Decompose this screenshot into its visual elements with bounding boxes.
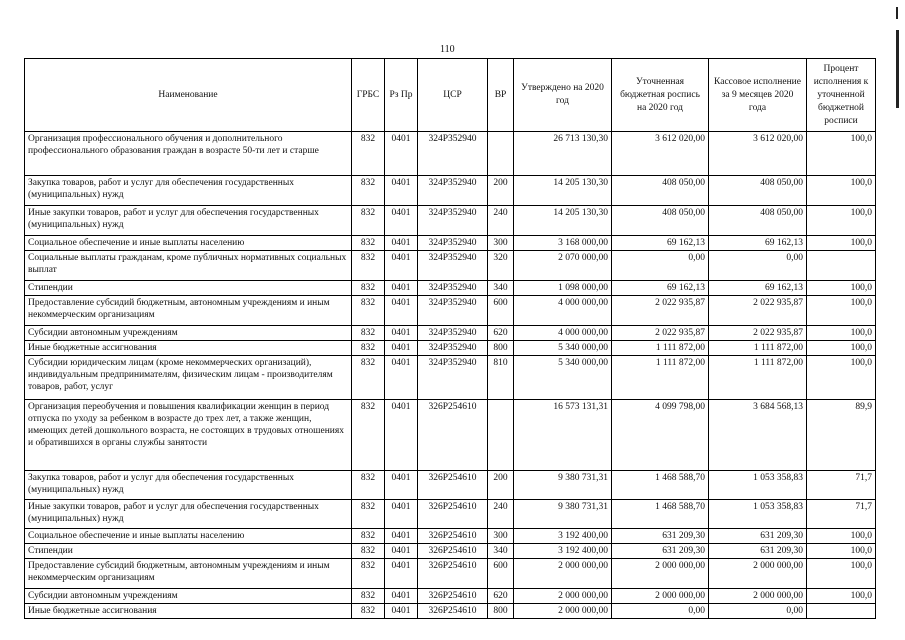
table-row: [25, 544, 876, 559]
cell-rzpr: 0401: [385, 251, 418, 281]
cell-name: Закупка товаров, работ и услуг для обеспечения государственных (муниципальных) нужд: [25, 176, 352, 206]
cell-cash: 3 684 568,13: [709, 400, 807, 471]
cell-grbs: 832: [352, 326, 385, 341]
cell-csr: 326P254610: [418, 589, 488, 604]
cell-percent: 100,0: [807, 589, 876, 604]
cell-refined: 69 162,13: [612, 281, 709, 296]
cell-refined: 408 050,00: [612, 206, 709, 236]
cell-csr: 324P352940: [418, 296, 488, 326]
col-header-grbs: ГРБС: [352, 59, 385, 132]
cell-approved: 2 070 000,00: [514, 251, 612, 281]
cell-name: Предоставление субсидий бюджетным, автономным учреждениям и иным некоммерческим организациям: [25, 559, 352, 589]
cell-percent: [807, 251, 876, 281]
cell-name: Социальные выплаты гражданам, кроме публичных нормативных социальных выплат: [25, 251, 352, 281]
cell-csr: 324P352940: [418, 341, 488, 356]
cell-rzpr: 0401: [385, 559, 418, 589]
cell-vr: 600: [488, 559, 514, 589]
cell-csr: 326P254610: [418, 400, 488, 471]
cell-rzpr: 0401: [385, 604, 418, 619]
cell-name: Субсидии юридическим лицам (кроме некоммерческих организаций), индивидуальным предпринимателям, физическим лицам - производителям товаров, работ, услуг: [25, 356, 352, 400]
cell-name: Социальное обеспечение и иные выплаты населению: [25, 236, 352, 251]
cell-refined: 631 209,30: [612, 544, 709, 559]
cell-approved: 3 192 400,00: [514, 529, 612, 544]
cell-refined: 2 000 000,00: [612, 589, 709, 604]
cell-cash: 2 000 000,00: [709, 559, 807, 589]
cell-rzpr: 0401: [385, 500, 418, 529]
cell-refined: 1 468 588,70: [612, 500, 709, 529]
cell-vr: 620: [488, 326, 514, 341]
cell-refined: 1 111 872,00: [612, 356, 709, 400]
cell-grbs: 832: [352, 341, 385, 356]
cell-percent: 71,7: [807, 471, 876, 500]
cell-vr: 300: [488, 236, 514, 251]
cell-vr: [488, 400, 514, 471]
cell-csr: 324P352940: [418, 176, 488, 206]
cell-vr: 800: [488, 604, 514, 619]
cell-percent: 100,0: [807, 281, 876, 296]
cell-cash: 1 111 872,00: [709, 356, 807, 400]
cell-rzpr: 0401: [385, 356, 418, 400]
table-row: [25, 326, 876, 341]
cell-refined: 3 612 020,00: [612, 132, 709, 176]
cell-grbs: 832: [352, 604, 385, 619]
cell-name: Организация профессионального обучения и дополнительного профессионального образования граждан в возрасте 50-ти лет и старше: [25, 132, 352, 176]
cell-grbs: 832: [352, 589, 385, 604]
cell-cash: 408 050,00: [709, 206, 807, 236]
cell-vr: 200: [488, 176, 514, 206]
cell-approved: 5 340 000,00: [514, 341, 612, 356]
col-header-percent: Процент исполнения к уточненной бюджетной росписи: [807, 59, 876, 132]
budget-execution-table: [24, 58, 876, 619]
cell-refined: 1 111 872,00: [612, 341, 709, 356]
cell-percent: 100,0: [807, 296, 876, 326]
scan-edge-mark: [896, 7, 898, 19]
table-row: [25, 341, 876, 356]
cell-approved: 4 000 000,00: [514, 296, 612, 326]
cell-csr: 326P254610: [418, 471, 488, 500]
cell-refined: 69 162,13: [612, 236, 709, 251]
cell-grbs: 832: [352, 176, 385, 206]
col-header-rzpr: Рз Пр: [385, 59, 418, 132]
cell-cash: 0,00: [709, 251, 807, 281]
cell-approved: 16 573 131,31: [514, 400, 612, 471]
cell-csr: 326P254610: [418, 500, 488, 529]
cell-percent: 100,0: [807, 176, 876, 206]
cell-percent: 71,7: [807, 500, 876, 529]
cell-rzpr: 0401: [385, 589, 418, 604]
cell-vr: 200: [488, 471, 514, 500]
col-header-cash: Кассовое исполнение за 9 месяцев 2020 года: [709, 59, 807, 132]
cell-cash: 631 209,30: [709, 544, 807, 559]
cell-grbs: 832: [352, 132, 385, 176]
cell-percent: 100,0: [807, 544, 876, 559]
cell-rzpr: 0401: [385, 236, 418, 251]
cell-csr: 324P352940: [418, 251, 488, 281]
cell-rzpr: 0401: [385, 206, 418, 236]
table-row: [25, 251, 876, 281]
col-header-approved: Утверждено на 2020 год: [514, 59, 612, 132]
cell-name: Организация переобучения и повышения квалификации женщин в период отпуска по уходу за ребенком в возрасте до трех лет, а также женщин, имеющих детей дошкольного возраста, не состоящих в трудовых отношениях и обратившихся в органы службы занятости: [25, 400, 352, 471]
table-row: [25, 132, 876, 176]
cell-vr: 340: [488, 281, 514, 296]
cell-rzpr: 0401: [385, 176, 418, 206]
cell-refined: 0,00: [612, 604, 709, 619]
cell-vr: 600: [488, 296, 514, 326]
cell-csr: 324P352940: [418, 132, 488, 176]
cell-csr: 324P352940: [418, 326, 488, 341]
cell-percent: 89,9: [807, 400, 876, 471]
cell-percent: 100,0: [807, 132, 876, 176]
cell-vr: 300: [488, 529, 514, 544]
cell-name: Стипендии: [25, 544, 352, 559]
table-row: [25, 604, 876, 619]
cell-rzpr: 0401: [385, 281, 418, 296]
cell-percent: 100,0: [807, 559, 876, 589]
cell-percent: 100,0: [807, 356, 876, 400]
cell-cash: 69 162,13: [709, 281, 807, 296]
cell-grbs: 832: [352, 559, 385, 589]
cell-cash: 2 022 935,87: [709, 326, 807, 341]
table-row: [25, 471, 876, 500]
cell-vr: 340: [488, 544, 514, 559]
table-row: [25, 559, 876, 589]
cell-percent: 100,0: [807, 341, 876, 356]
cell-cash: 1 111 872,00: [709, 341, 807, 356]
table-row: [25, 206, 876, 236]
cell-csr: 324P352940: [418, 206, 488, 236]
cell-cash: 631 209,30: [709, 529, 807, 544]
cell-rzpr: 0401: [385, 471, 418, 500]
cell-approved: 5 340 000,00: [514, 356, 612, 400]
cell-grbs: 832: [352, 236, 385, 251]
table-row: [25, 176, 876, 206]
cell-rzpr: 0401: [385, 132, 418, 176]
cell-percent: 100,0: [807, 529, 876, 544]
cell-grbs: 832: [352, 529, 385, 544]
cell-name: Иные бюджетные ассигнования: [25, 604, 352, 619]
table-header-row: [25, 59, 876, 132]
table-row: [25, 589, 876, 604]
cell-csr: 324P352940: [418, 281, 488, 296]
cell-percent: 100,0: [807, 206, 876, 236]
cell-csr: 324P352940: [418, 356, 488, 400]
page-number: 110: [440, 44, 455, 55]
cell-rzpr: 0401: [385, 529, 418, 544]
cell-refined: 1 468 588,70: [612, 471, 709, 500]
cell-refined: 2 000 000,00: [612, 559, 709, 589]
col-header-vr: ВР: [488, 59, 514, 132]
cell-vr: 240: [488, 206, 514, 236]
cell-grbs: 832: [352, 356, 385, 400]
cell-cash: 0,00: [709, 604, 807, 619]
cell-refined: 2 022 935,87: [612, 326, 709, 341]
table-row: [25, 296, 876, 326]
cell-vr: [488, 132, 514, 176]
cell-grbs: 832: [352, 400, 385, 471]
cell-approved: 4 000 000,00: [514, 326, 612, 341]
cell-cash: 1 053 358,83: [709, 471, 807, 500]
cell-approved: 9 380 731,31: [514, 500, 612, 529]
cell-vr: 320: [488, 251, 514, 281]
cell-refined: 4 099 798,00: [612, 400, 709, 471]
cell-rzpr: 0401: [385, 326, 418, 341]
table-row: [25, 400, 876, 471]
cell-refined: 2 022 935,87: [612, 296, 709, 326]
cell-name: Предоставление субсидий бюджетным, автономным учреждениям и иным некоммерческим организациям: [25, 296, 352, 326]
cell-approved: 9 380 731,31: [514, 471, 612, 500]
cell-approved: 3 192 400,00: [514, 544, 612, 559]
table-row: [25, 529, 876, 544]
table-row: [25, 356, 876, 400]
table-row: [25, 281, 876, 296]
cell-vr: 800: [488, 341, 514, 356]
cell-csr: 326P254610: [418, 529, 488, 544]
cell-grbs: 832: [352, 500, 385, 529]
cell-approved: 2 000 000,00: [514, 589, 612, 604]
cell-name: Субсидии автономным учреждениям: [25, 326, 352, 341]
col-header-csr: ЦСР: [418, 59, 488, 132]
scan-edge-mark: [896, 30, 899, 108]
cell-name: Иные бюджетные ассигнования: [25, 341, 352, 356]
cell-refined: 0,00: [612, 251, 709, 281]
col-header-refined: Уточненная бюджетная роспись на 2020 год: [612, 59, 709, 132]
col-header-name: Наименование: [25, 59, 352, 132]
cell-approved: 1 098 000,00: [514, 281, 612, 296]
cell-approved: 26 713 130,30: [514, 132, 612, 176]
cell-approved: 14 205 130,30: [514, 206, 612, 236]
cell-cash: 69 162,13: [709, 236, 807, 251]
cell-refined: 631 209,30: [612, 529, 709, 544]
cell-percent: 100,0: [807, 236, 876, 251]
cell-csr: 324P352940: [418, 236, 488, 251]
cell-name: Закупка товаров, работ и услуг для обеспечения государственных (муниципальных) нужд: [25, 471, 352, 500]
cell-csr: 326P254610: [418, 559, 488, 589]
cell-name: Стипендии: [25, 281, 352, 296]
cell-cash: 1 053 358,83: [709, 500, 807, 529]
cell-name: Социальное обеспечение и иные выплаты населению: [25, 529, 352, 544]
cell-rzpr: 0401: [385, 341, 418, 356]
cell-refined: 408 050,00: [612, 176, 709, 206]
cell-cash: 2 022 935,87: [709, 296, 807, 326]
cell-rzpr: 0401: [385, 296, 418, 326]
cell-rzpr: 0401: [385, 544, 418, 559]
cell-percent: [807, 604, 876, 619]
cell-cash: 3 612 020,00: [709, 132, 807, 176]
cell-name: Субсидии автономным учреждениям: [25, 589, 352, 604]
cell-approved: 2 000 000,00: [514, 559, 612, 589]
cell-approved: 3 168 000,00: [514, 236, 612, 251]
cell-grbs: 832: [352, 281, 385, 296]
cell-vr: 620: [488, 589, 514, 604]
cell-grbs: 832: [352, 206, 385, 236]
cell-cash: 2 000 000,00: [709, 589, 807, 604]
cell-approved: 2 000 000,00: [514, 604, 612, 619]
cell-csr: 326P254610: [418, 604, 488, 619]
table-row: [25, 500, 876, 529]
cell-grbs: 832: [352, 296, 385, 326]
cell-rzpr: 0401: [385, 400, 418, 471]
cell-name: Иные закупки товаров, работ и услуг для обеспечения государственных (муниципальных) нужд: [25, 500, 352, 529]
cell-csr: 326P254610: [418, 544, 488, 559]
cell-grbs: 832: [352, 471, 385, 500]
table-row: [25, 236, 876, 251]
cell-percent: 100,0: [807, 326, 876, 341]
cell-name: Иные закупки товаров, работ и услуг для обеспечения государственных (муниципальных) нужд: [25, 206, 352, 236]
cell-vr: 810: [488, 356, 514, 400]
cell-approved: 14 205 130,30: [514, 176, 612, 206]
cell-cash: 408 050,00: [709, 176, 807, 206]
cell-grbs: 832: [352, 251, 385, 281]
cell-grbs: 832: [352, 544, 385, 559]
cell-vr: 240: [488, 500, 514, 529]
